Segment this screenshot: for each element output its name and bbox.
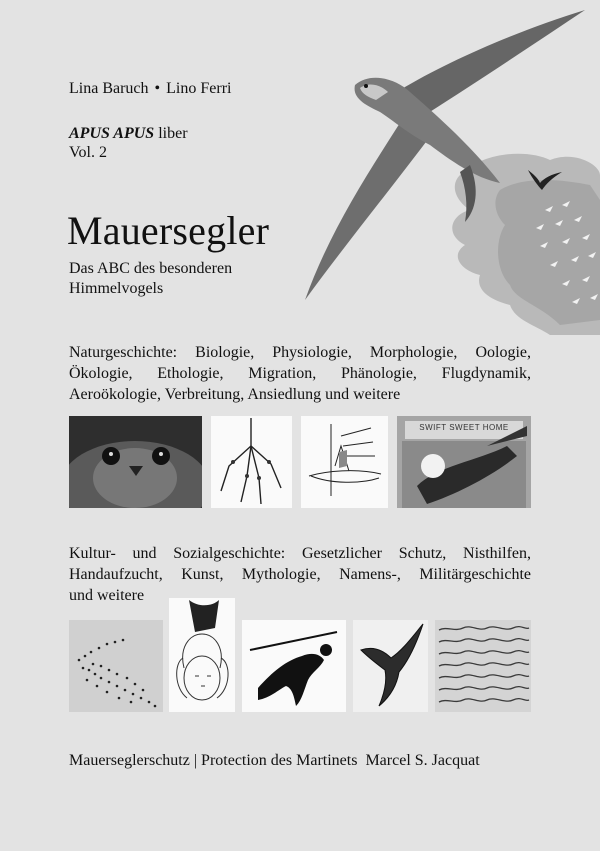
series-name: APUS APUS (69, 125, 155, 142)
footer-person: Marcel S. Jacquat (365, 752, 480, 769)
series-info (69, 124, 188, 162)
large-swift-lower-wing (305, 115, 435, 300)
drawing-rock-art (242, 620, 346, 712)
nest-box-sign: SWIFT SWEET HOME (419, 423, 509, 432)
natural-history-topics (69, 342, 531, 405)
cultural-history-line-1: Kultur- und Sozialgeschichte: Gesetzlicher Schutz, Nisthilfen, (69, 545, 531, 562)
photo-swift-face (69, 416, 202, 508)
book-subtitle (69, 259, 289, 299)
series-name-rest: liber (154, 125, 188, 142)
photo-manuscript (435, 620, 531, 712)
author-first: Lina Baruch (69, 80, 149, 97)
publisher-footer (69, 752, 480, 770)
book-title: Mauersegler (67, 208, 270, 253)
drawing-woman-with-bird (169, 598, 235, 712)
subtitle-line-2: Himmelvogels (69, 280, 164, 297)
natural-history-line-2: Ökologie, Ethologie, Migration, Phänologie, Flugdynamik, (69, 365, 531, 382)
author-separator: • (154, 80, 161, 97)
footer-organization: Mauerseglerschutz | Protection des Martinets (69, 752, 358, 769)
natural-history-line-3: Aeroökologie, Verbreitung, Ansiedlung und weitere (69, 386, 401, 403)
cultural-history-line-3: und weitere (69, 587, 145, 604)
large-swift-upper-wing (400, 10, 585, 115)
author-second: Lino Ferri (166, 80, 232, 97)
swift-illustration (300, 0, 600, 335)
drawing-swift-foot (211, 416, 292, 508)
series-volume: Vol. 2 (69, 144, 107, 161)
subtitle-line-1: Das ABC des besonderen (69, 260, 233, 277)
drawing-flock-dots (69, 620, 163, 712)
authors (69, 80, 231, 98)
diagram-flight-dynamics (301, 416, 388, 508)
cultural-history-topics (69, 543, 531, 606)
natural-history-line-1: Naturgeschichte: Biologie, Physiologie, Morphologie, Oologie, (69, 344, 531, 361)
photo-nest-box (397, 416, 531, 508)
drawing-swift-silhouette (353, 620, 428, 712)
cultural-history-line-2: Handaufzucht, Kunst, Mythologie, Namens-, Militärgeschichte (69, 566, 531, 583)
